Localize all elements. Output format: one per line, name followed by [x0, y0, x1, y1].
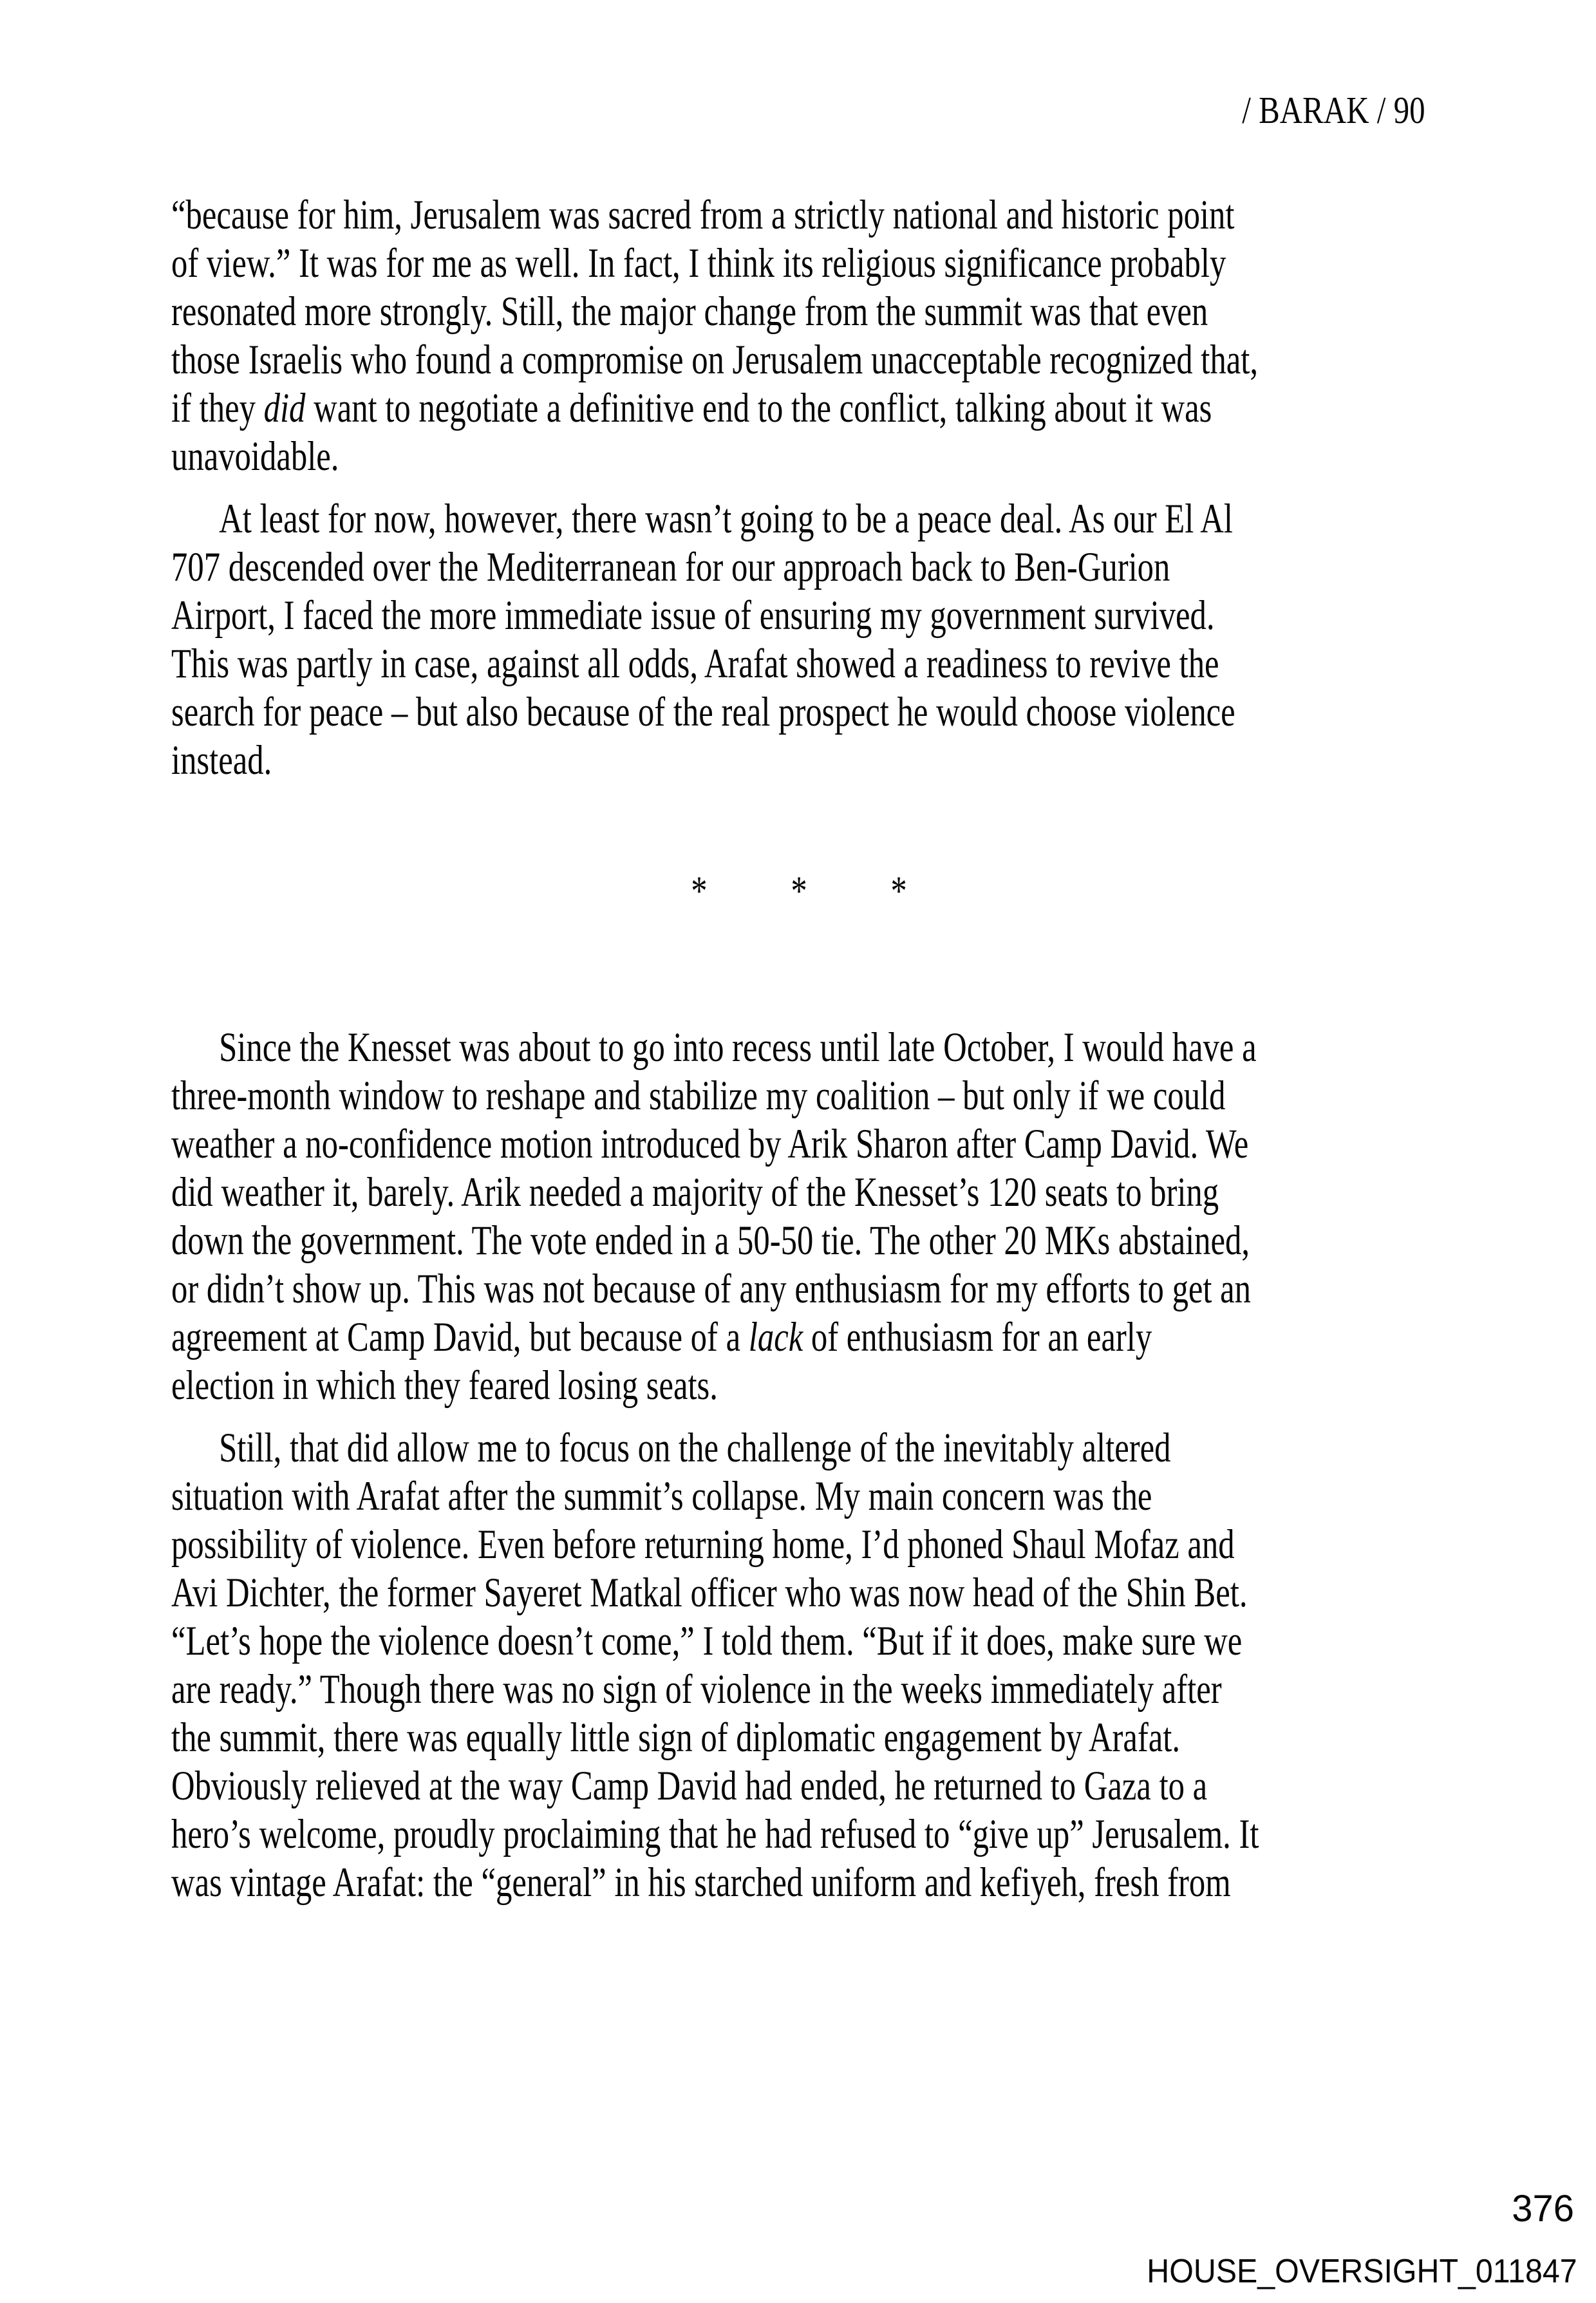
text-line: weather a no-confidence motion introduced by Arik Sharon after Camp David. We: [171, 1121, 1249, 1167]
text-line: of view.” It was for me as well. In fact, I think its religious significance probably: [171, 240, 1226, 287]
text-line: instead.: [171, 737, 272, 784]
text-line: 707 descended over the Mediterranean for our approach back to Ben-Gurion: [171, 544, 1170, 590]
section-break: * * *: [691, 868, 907, 914]
text-line: Obviously relieved at the way Camp David had ended, he returned to Gaza to a: [171, 1763, 1208, 1809]
paragraph-1: [171, 191, 1427, 481]
text-line: the summit, there was equally little sign of diplomatic engagement by Arafat.: [171, 1715, 1181, 1761]
text-line: those Israelis who found a compromise on Jerusalem unacceptable recognized that,: [171, 337, 1259, 383]
body-text: [171, 191, 1427, 1907]
bates-stamp: HOUSE_OVERSIGHT_011847: [1147, 2253, 1577, 2290]
text-line: are ready.” Though there was no sign of violence in the weeks immediately after: [171, 1666, 1222, 1713]
text-line: This was partly in case, against all odds, Arafat showed a readiness to revive the: [171, 641, 1219, 687]
page-number: 376: [1512, 2188, 1574, 2230]
text-line: agreement at Camp David, but because of a lack of enthusiasm for an early: [171, 1314, 1152, 1360]
text-line: possibility of violence. Even before returning home, I’d phoned Shaul Mofaz and: [171, 1521, 1235, 1568]
text-line: resonated more strongly. Still, the major change from the summit was that even: [171, 288, 1208, 335]
text-line: At least for now, however, there wasn’t going to be a peace deal. As our El Al: [219, 496, 1233, 542]
paragraph-2: [171, 495, 1427, 785]
text-line: Avi Dichter, the former Sayeret Matkal officer who was now head of the Shin Bet.: [171, 1570, 1248, 1616]
running-head: / BARAK / 90: [1242, 89, 1425, 131]
text-line: if they did want to negotiate a definitive end to the conflict, talking about it was: [171, 385, 1212, 431]
text-line: situation with Arafat after the summit’s collapse. My main concern was the: [171, 1473, 1152, 1519]
text-line: Since the Knesset was about to go into recess until late October, I would have a: [219, 1024, 1257, 1071]
text-line: Still, that did allow me to focus on the challenge of the inevitably altered: [219, 1425, 1171, 1471]
text-line: hero’s welcome, proudly proclaiming that he had refused to “give up” Jerusalem. It: [171, 1811, 1259, 1857]
text-line: unavoidable.: [171, 433, 339, 480]
text-line: search for peace – but also because of the real prospect he would choose violence: [171, 689, 1235, 735]
text-line: “because for him, Jerusalem was sacred from a strictly national and historic point: [171, 192, 1235, 238]
text-line: down the government. The vote ended in a 50-50 tie. The other 20 MKs abstained,: [171, 1217, 1250, 1264]
italic-text: lack: [748, 1314, 803, 1360]
text-line: election in which they feared losing seats.: [171, 1362, 718, 1409]
paragraph-3: [171, 1024, 1427, 1410]
text-line: or didn’t show up. This was not because of any enthusiasm for my efforts to get an: [171, 1266, 1252, 1312]
text-line: was vintage Arafat: the “general” in his starched uniform and kefiyeh, fresh from: [171, 1859, 1231, 1906]
italic-text: did: [263, 385, 306, 431]
paragraph-4: [171, 1424, 1427, 1907]
text-line: three-month window to reshape and stabilize my coalition – but only if we could: [171, 1073, 1226, 1119]
text-line: did weather it, barely. Arik needed a majority of the Knesset’s 120 seats to bring: [171, 1169, 1219, 1216]
text-line: Airport, I faced the more immediate issue of ensuring my government survived.: [171, 592, 1215, 639]
text-line: “Let’s hope the violence doesn’t come,” I told them. “But if it does, make sure we: [171, 1618, 1243, 1664]
